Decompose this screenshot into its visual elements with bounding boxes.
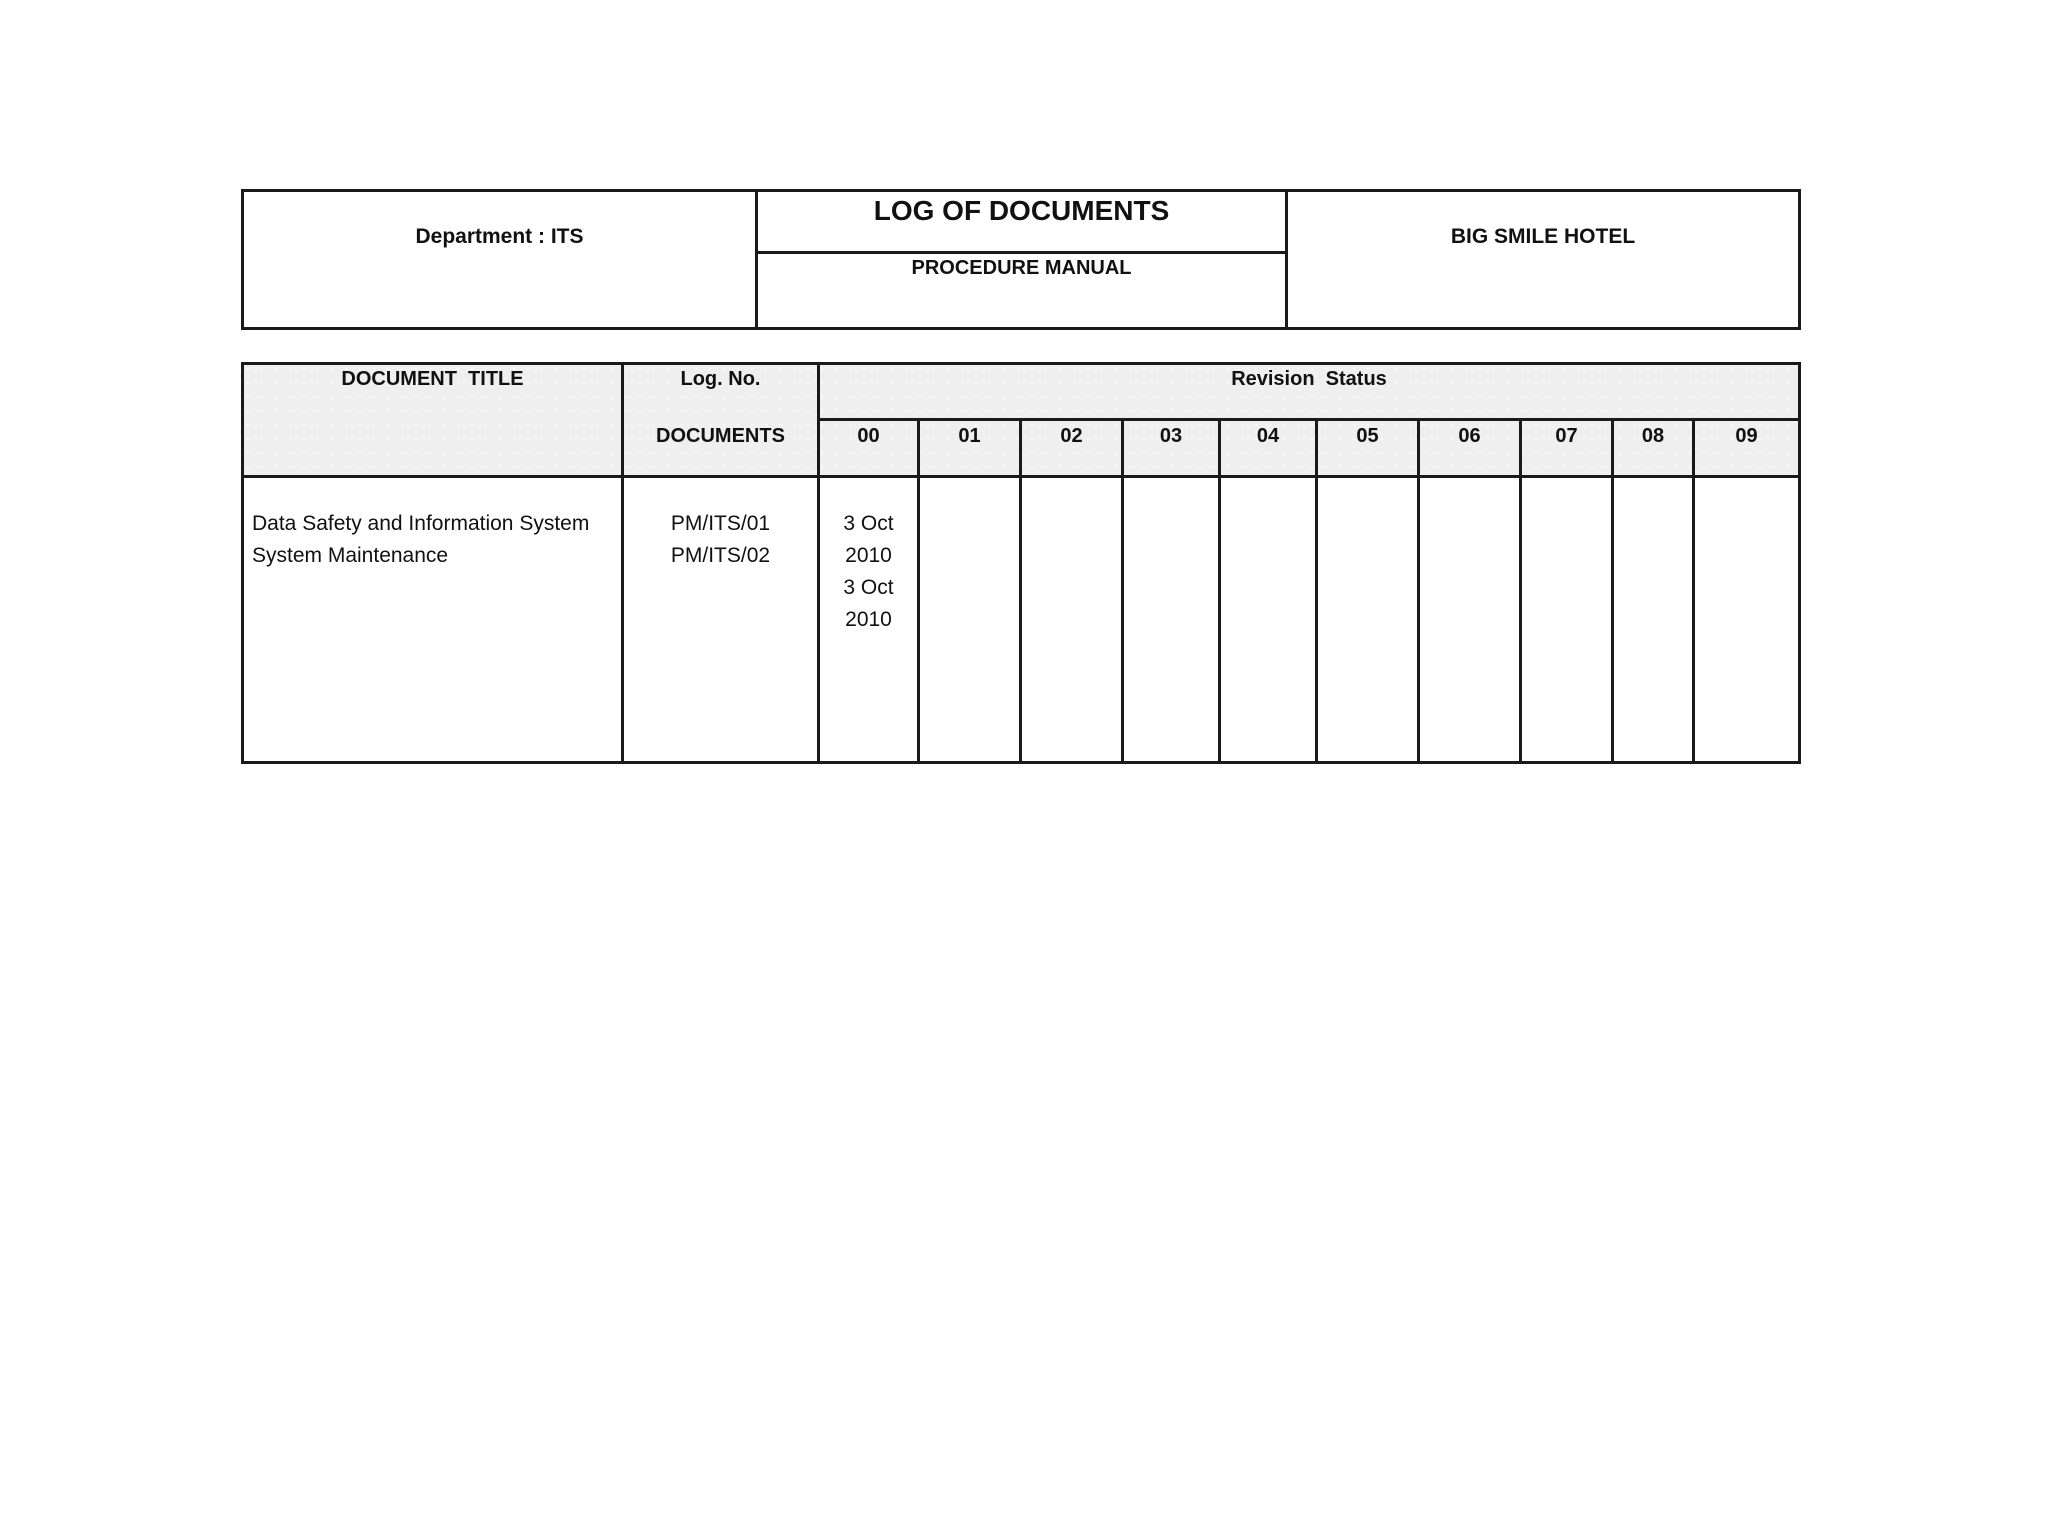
rev-col-header-08: 08 <box>1641 425 1665 447</box>
header-divider-middle <box>755 251 1288 254</box>
table-border-right <box>1798 362 1801 764</box>
col-header-document-title: DOCUMENT TITLE <box>341 368 524 390</box>
rev-divider-02 <box>1019 418 1022 764</box>
hotel-name: BIG SMILE HOTEL <box>1450 225 1636 248</box>
rev-col-header-02: 02 <box>1060 425 1083 447</box>
col-header-log-no: Log. No. <box>680 368 761 390</box>
document-title-2: System Maintenance <box>252 544 449 567</box>
rev-col-header-04: 04 <box>1256 425 1280 447</box>
header-box <box>241 189 1801 330</box>
col-header-documents: DOCUMENTS <box>656 425 785 447</box>
rev-divider-08 <box>1611 418 1614 764</box>
rev-col-header-06: 06 <box>1458 425 1481 447</box>
revision-00-line-2: 2010 <box>845 544 892 567</box>
rev-divider-04 <box>1218 418 1221 764</box>
department-label: Department : ITS <box>415 225 584 248</box>
rev-divider-07 <box>1519 418 1522 764</box>
log-number-2: PM/ITS/02 <box>670 544 771 567</box>
rev-divider-03 <box>1121 418 1124 764</box>
header-border-right <box>1798 189 1801 330</box>
rev-col-header-09: 09 <box>1735 425 1758 447</box>
rev-col-header-03: 03 <box>1159 425 1183 447</box>
table-border-left <box>241 362 244 764</box>
header-border-bottom <box>241 327 1801 330</box>
table-border-top <box>241 362 1801 365</box>
rev-col-header-05: 05 <box>1356 425 1379 447</box>
rev-divider-06 <box>1417 418 1420 764</box>
rev-divider-09 <box>1692 418 1695 764</box>
revision-00-line-4: 2010 <box>845 608 892 631</box>
revision-subheader-separator <box>817 418 1801 421</box>
page-title: LOG OF DOCUMENTS <box>873 195 1170 226</box>
rev-divider-05 <box>1315 418 1318 764</box>
revision-00-line-1: 3 Oct <box>843 512 894 535</box>
rev-col-header-00: 00 <box>857 425 880 447</box>
document-titles-cell <box>252 508 622 572</box>
rev-col-header-01: 01 <box>958 425 981 447</box>
revision-00-line-3: 3 Oct <box>843 576 894 599</box>
page-subtitle: PROCEDURE MANUAL <box>911 257 1132 279</box>
log-number-1: PM/ITS/01 <box>670 512 771 535</box>
header-border-top <box>241 189 1801 192</box>
revision-00-cell <box>817 508 920 636</box>
document-title-1: Data Safety and Information System <box>252 512 590 535</box>
log-numbers-cell <box>621 508 820 572</box>
log-table <box>241 362 1801 764</box>
rev-col-header-07: 07 <box>1555 425 1578 447</box>
header-border-left <box>241 189 244 330</box>
col-header-revision-status: Revision Status <box>1231 368 1387 390</box>
